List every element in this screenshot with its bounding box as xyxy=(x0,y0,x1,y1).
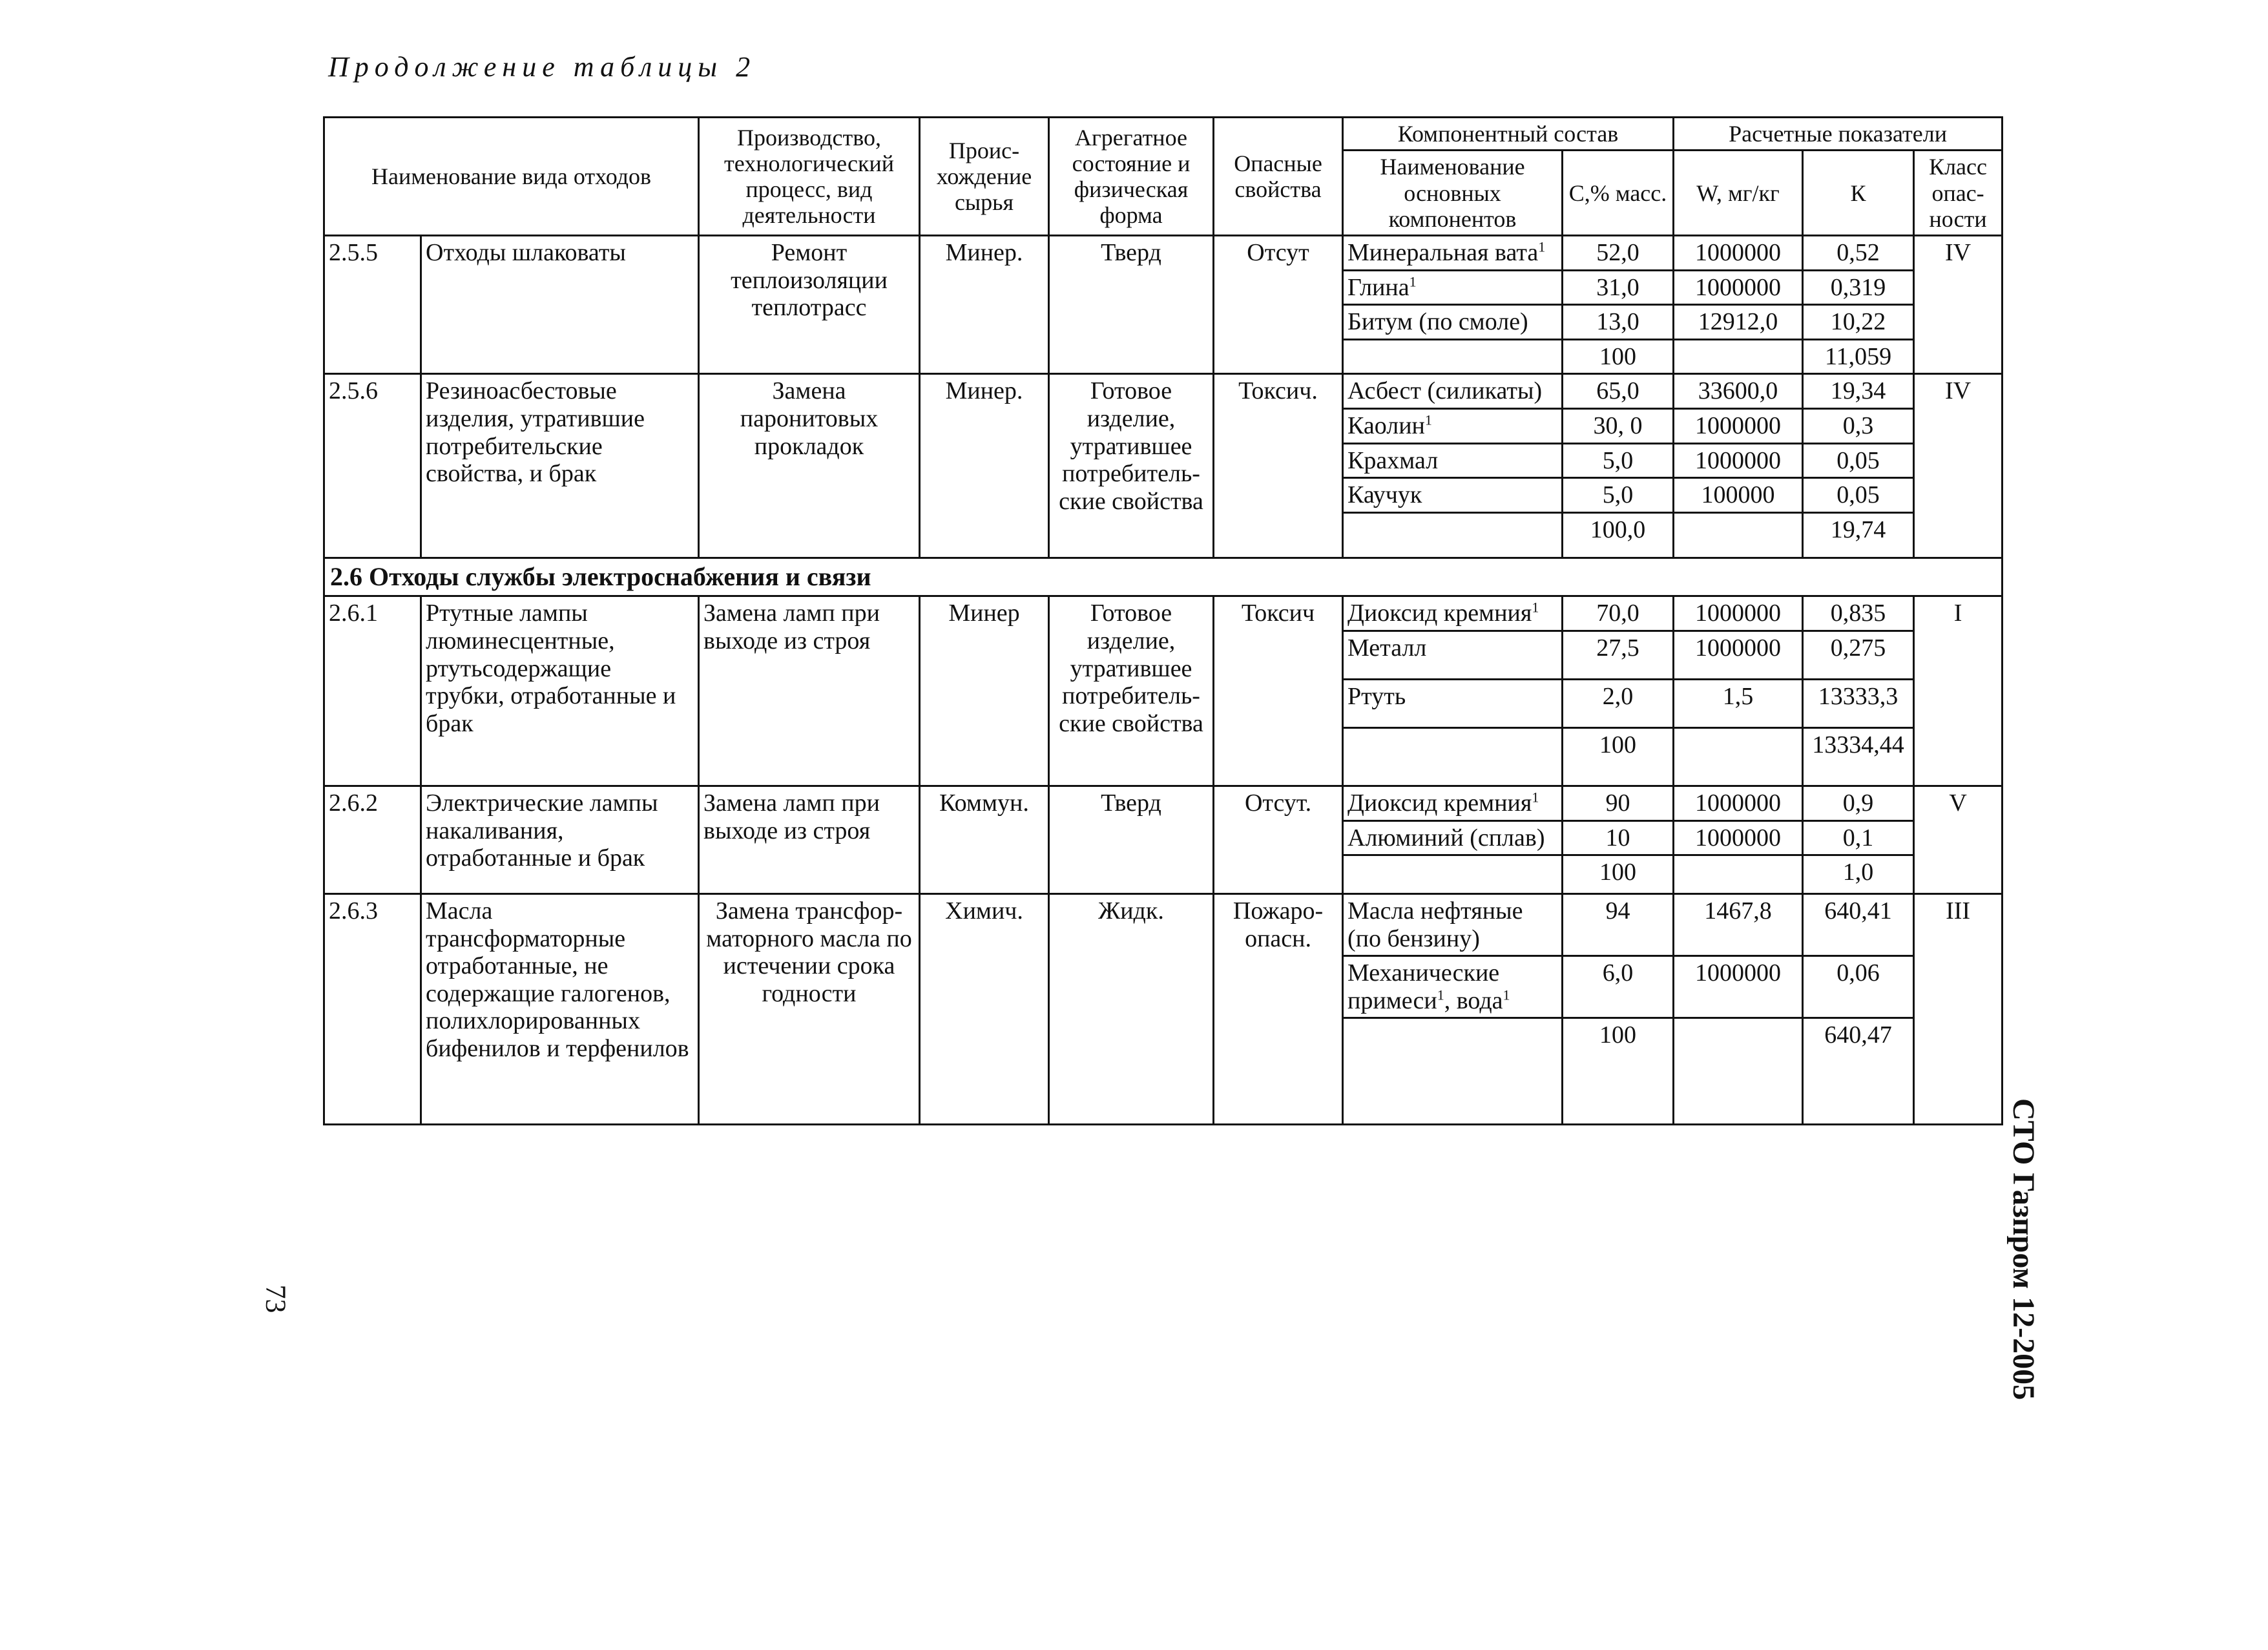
component-k: 0,05 xyxy=(1803,443,1914,478)
row-hazard: Токсич xyxy=(1214,596,1343,786)
component-k: 0,3 xyxy=(1803,408,1914,443)
component-w: 100000 xyxy=(1674,478,1803,513)
group-header-row xyxy=(324,558,2003,596)
row-state: Готовое изделие, утратившее потребитель-ские свойства xyxy=(1049,374,1214,558)
row-waste-name: Ртутные лампы люминесцентные, ртутьсодержащие трубки, отработанные и брак xyxy=(421,596,699,786)
total-k: 640,47 xyxy=(1803,1018,1914,1125)
component-name: Глина$^1$ xyxy=(1343,270,1563,305)
component-k: 640,41 xyxy=(1803,894,1914,956)
component-name: Битум (по смоле) xyxy=(1343,305,1563,340)
component-c: 5,0 xyxy=(1563,478,1674,513)
component-c: 2,0 xyxy=(1563,679,1674,727)
row-origin: Минер xyxy=(920,596,1049,786)
total-k: 19,74 xyxy=(1803,512,1914,558)
total-c: 100 xyxy=(1563,1018,1674,1125)
component-name: Масла нефтяные (по бензину) xyxy=(1343,894,1563,956)
row-state: Готовое изделие, утратившее потребитель-ские свойства xyxy=(1049,596,1214,786)
component-c: 52,0 xyxy=(1563,236,1674,271)
component-c: 5,0 xyxy=(1563,443,1674,478)
header-concentration: С,% масс. xyxy=(1563,151,1674,236)
row-code: 2.6.1 xyxy=(324,596,421,786)
header-class: Класс опас-ности xyxy=(1914,151,2003,236)
row-origin: Минер. xyxy=(920,236,1049,374)
header-w: W, мг/кг xyxy=(1674,151,1803,236)
total-blank xyxy=(1343,855,1563,894)
row-process: Замена ламп при выходе из строя xyxy=(699,786,920,893)
component-name: Ртуть xyxy=(1343,679,1563,727)
table-caption: Продолжение таблицы 2 xyxy=(328,51,756,83)
component-w: 1000000 xyxy=(1674,408,1803,443)
component-name: Минеральная вата$^1$ xyxy=(1343,236,1563,271)
row-code: 2.6.3 xyxy=(324,894,421,1125)
row-code: 2.5.5 xyxy=(324,236,421,374)
header-row-1 xyxy=(324,118,2003,151)
table-row xyxy=(324,596,2003,631)
row-state: Тверд xyxy=(1049,786,1214,893)
total-k: 13334,44 xyxy=(1803,727,1914,786)
row-waste-name: Резиноасбестовые изделия, утратившие потребительские свойства, и брак xyxy=(421,374,699,558)
header-hazard: Опасные свойства xyxy=(1214,118,1343,236)
row-waste-name: Отходы шлаковаты xyxy=(421,236,699,374)
component-k: 0,1 xyxy=(1803,820,1914,855)
component-c: 65,0 xyxy=(1563,374,1674,409)
total-blank xyxy=(1343,727,1563,786)
total-k: 11,059 xyxy=(1803,339,1914,374)
row-state: Жидк. xyxy=(1049,894,1214,1125)
total-k: 1,0 xyxy=(1803,855,1914,894)
component-w: 1000000 xyxy=(1674,631,1803,679)
header-component-name: Наименование основных компонентов xyxy=(1343,151,1563,236)
component-w: 1000000 xyxy=(1674,443,1803,478)
component-name: Алюминий (сплав) xyxy=(1343,820,1563,855)
row-origin: Химич. xyxy=(920,894,1049,1125)
component-w: 1467,8 xyxy=(1674,894,1803,956)
hazard-class: V xyxy=(1914,786,2003,893)
component-w: 1000000 xyxy=(1674,956,1803,1018)
component-k: 19,34 xyxy=(1803,374,1914,409)
component-c: 6,0 xyxy=(1563,956,1674,1018)
header-process: Производство, технологический процесс, вид деятельности xyxy=(699,118,920,236)
component-c: 31,0 xyxy=(1563,270,1674,305)
header-k: К xyxy=(1803,151,1914,236)
row-hazard: Токсич. xyxy=(1214,374,1343,558)
total-w-blank xyxy=(1674,512,1803,558)
row-hazard: Отсут xyxy=(1214,236,1343,374)
table-row xyxy=(324,894,2003,956)
component-w: 1000000 xyxy=(1674,236,1803,271)
row-process: Ремонт теплоизоляции теплотрасс xyxy=(699,236,920,374)
row-process: Замена ламп при выходе из строя xyxy=(699,596,920,786)
header-origin: Проис-хождение сырья xyxy=(920,118,1049,236)
table-row xyxy=(324,786,2003,820)
total-c: 100 xyxy=(1563,727,1674,786)
component-c: 30, 0 xyxy=(1563,408,1674,443)
component-c: 90 xyxy=(1563,786,1674,820)
component-c: 94 xyxy=(1563,894,1674,956)
header-calculated: Расчетные показатели xyxy=(1674,118,2003,151)
total-w-blank xyxy=(1674,727,1803,786)
component-k: 0,52 xyxy=(1803,236,1914,271)
row-process: Замена трансфор-маторного масла по истечении срока годности xyxy=(699,894,920,1125)
row-origin: Коммун. xyxy=(920,786,1049,893)
component-k: 0,06 xyxy=(1803,956,1914,1018)
hazard-class: IV xyxy=(1914,236,2003,374)
component-c: 13,0 xyxy=(1563,305,1674,340)
component-k: 0,9 xyxy=(1803,786,1914,820)
total-blank xyxy=(1343,339,1563,374)
row-waste-name: Масла трансформаторные отработанные, не содержащие галогенов, полихлорированных бифенилов и терфенилов xyxy=(421,894,699,1125)
header-composition: Компонентный состав xyxy=(1343,118,1674,151)
total-blank xyxy=(1343,512,1563,558)
component-c: 70,0 xyxy=(1563,596,1674,631)
component-c: 27,5 xyxy=(1563,631,1674,679)
row-hazard: Отсут. xyxy=(1214,786,1343,893)
header-state: Агрегатное состояние и физическая форма xyxy=(1049,118,1214,236)
component-name: Каолин$^1$ xyxy=(1343,408,1563,443)
component-k: 0,835 xyxy=(1803,596,1914,631)
component-w: 33600,0 xyxy=(1674,374,1803,409)
row-process: Замена паронитовых прокладок xyxy=(699,374,920,558)
hazard-class: III xyxy=(1914,894,2003,1125)
component-k: 13333,3 xyxy=(1803,679,1914,727)
hazard-class: I xyxy=(1914,596,2003,786)
component-k: 0,275 xyxy=(1803,631,1914,679)
component-w: 1000000 xyxy=(1674,270,1803,305)
component-name: Диоксид кремния$^1$ xyxy=(1343,596,1563,631)
total-c: 100 xyxy=(1563,855,1674,894)
total-blank xyxy=(1343,1018,1563,1125)
component-name: Диоксид кремния$^1$ xyxy=(1343,786,1563,820)
component-name: Крахмал xyxy=(1343,443,1563,478)
row-origin: Минер. xyxy=(920,374,1049,558)
row-waste-name: Электрические лампы накаливания, отработанные и брак xyxy=(421,786,699,893)
component-w: 1000000 xyxy=(1674,820,1803,855)
component-c: 10 xyxy=(1563,820,1674,855)
component-k: 10,22 xyxy=(1803,305,1914,340)
table-row xyxy=(324,236,2003,271)
row-state: Тверд xyxy=(1049,236,1214,374)
component-k: 0,319 xyxy=(1803,270,1914,305)
component-k: 0,05 xyxy=(1803,478,1914,513)
hazard-class: IV xyxy=(1914,374,2003,558)
row-code: 2.6.2 xyxy=(324,786,421,893)
row-code: 2.5.6 xyxy=(324,374,421,558)
component-name: Металл xyxy=(1343,631,1563,679)
table-row xyxy=(324,374,2003,409)
component-w: 1,5 xyxy=(1674,679,1803,727)
component-w: 12912,0 xyxy=(1674,305,1803,340)
total-w-blank xyxy=(1674,1018,1803,1125)
waste-table xyxy=(323,116,2003,1125)
total-w-blank xyxy=(1674,339,1803,374)
total-c: 100 xyxy=(1563,339,1674,374)
total-c: 100,0 xyxy=(1563,512,1674,558)
component-name: Асбест (силикаты) xyxy=(1343,374,1563,409)
header-name: Наименование вида отходов xyxy=(324,118,699,236)
component-w: 1000000 xyxy=(1674,596,1803,631)
component-name: Каучук xyxy=(1343,478,1563,513)
group-title: 2.6 Отходы службы электроснабжения и связи xyxy=(324,558,2003,596)
component-name: Механические примеси$^1$, вода$^1$ xyxy=(1343,956,1563,1018)
component-w: 1000000 xyxy=(1674,786,1803,820)
standard-designation: СТО Газпром 12-2005 xyxy=(2006,1098,2041,1401)
total-w-blank xyxy=(1674,855,1803,894)
page-number: 73 xyxy=(260,1284,292,1313)
row-hazard: Пожаро-опасн. xyxy=(1214,894,1343,1125)
